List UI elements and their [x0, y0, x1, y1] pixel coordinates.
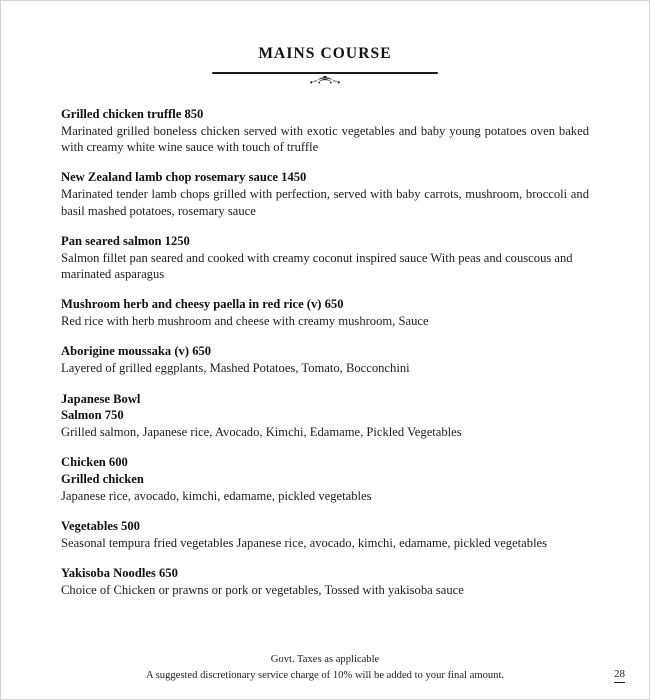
menu-item-name: Aborigine moussaka (v) 650 [61, 344, 212, 359]
menu-item-description: Seasonal tempura fried vegetables Japanese rice, avocado, kimchi, edamame, pickled vegetables [61, 535, 548, 550]
menu-item-name: Yakisoba Noodles 650 [61, 566, 178, 581]
page-number: 28 [614, 668, 625, 683]
menu-item-subname: Grilled chicken [61, 472, 144, 487]
menu-item-description: Salmon fillet pan seared and cooked with creamy coconut inspired sauce With peas and couscous and marinated asparagus [61, 250, 573, 281]
menu-item [61, 169, 589, 218]
page-header [1, 1, 649, 88]
menu-item-description: Layered of grilled eggplants, Mashed Potatoes, Tomato, Bocconchini [61, 361, 410, 376]
menu-item-name: Japanese Bowl [61, 391, 141, 406]
menu-item-name: Vegetables 500 [61, 519, 140, 534]
page-title: MAINS COURSE [258, 45, 392, 62]
menu-item-description: Marinated grilled boneless chicken served with exotic vegetables and baby young potatoes oven baked with creamy white wine sauce with touch of truffle [61, 123, 589, 155]
menu-item-description: Japanese rice, avocado, kimchi, edamame, pickled vegetables [61, 488, 372, 503]
menu-item [61, 106, 589, 155]
menu-item [61, 454, 589, 504]
page-footer [1, 652, 649, 683]
menu-item-name: Pan seared salmon 1250 [61, 233, 190, 248]
menu-item [61, 565, 589, 598]
title-divider [212, 72, 438, 88]
menu-item-name: Chicken 600 [61, 455, 128, 470]
menu-item-description: Choice of Chicken or prawns or pork or vegetables, Tossed with yakisoba sauce [61, 583, 464, 598]
menu-item-description: Marinated tender lamb chops grilled with perfection, served with baby carrots, mushroom, broccoli and basil mashed potatoes, rosemary sauce [61, 187, 589, 218]
menu-item-name: Mushroom herb and cheesy paella in red rice (v) 650 [61, 297, 344, 312]
menu-item [61, 343, 589, 376]
menu-items-list [61, 106, 589, 598]
menu-item [61, 391, 589, 441]
menu-item-subname: Salmon 750 [61, 408, 124, 423]
menu-item-name: New Zealand lamb chop rosemary sauce 1450 [61, 170, 307, 185]
footer-service-charge-note: A suggested discretionary service charge of 10% will be added to your final amount. [145, 669, 505, 681]
menu-item-name: Grilled chicken truffle 850 [61, 107, 204, 121]
menu-item-description: Red rice with herb mushroom and cheese with creamy mushroom, Sauce [61, 314, 429, 329]
menu-item [61, 518, 589, 551]
menu-item [61, 296, 589, 329]
menu-item-description: Grilled salmon, Japanese rice, Avocado, Kimchi, Edamame, Pickled Vegetables [61, 425, 462, 440]
flourish-ornament-icon [302, 73, 348, 91]
menu-item [61, 233, 589, 282]
footer-tax-note: Govt. Taxes as applicable [270, 654, 380, 666]
